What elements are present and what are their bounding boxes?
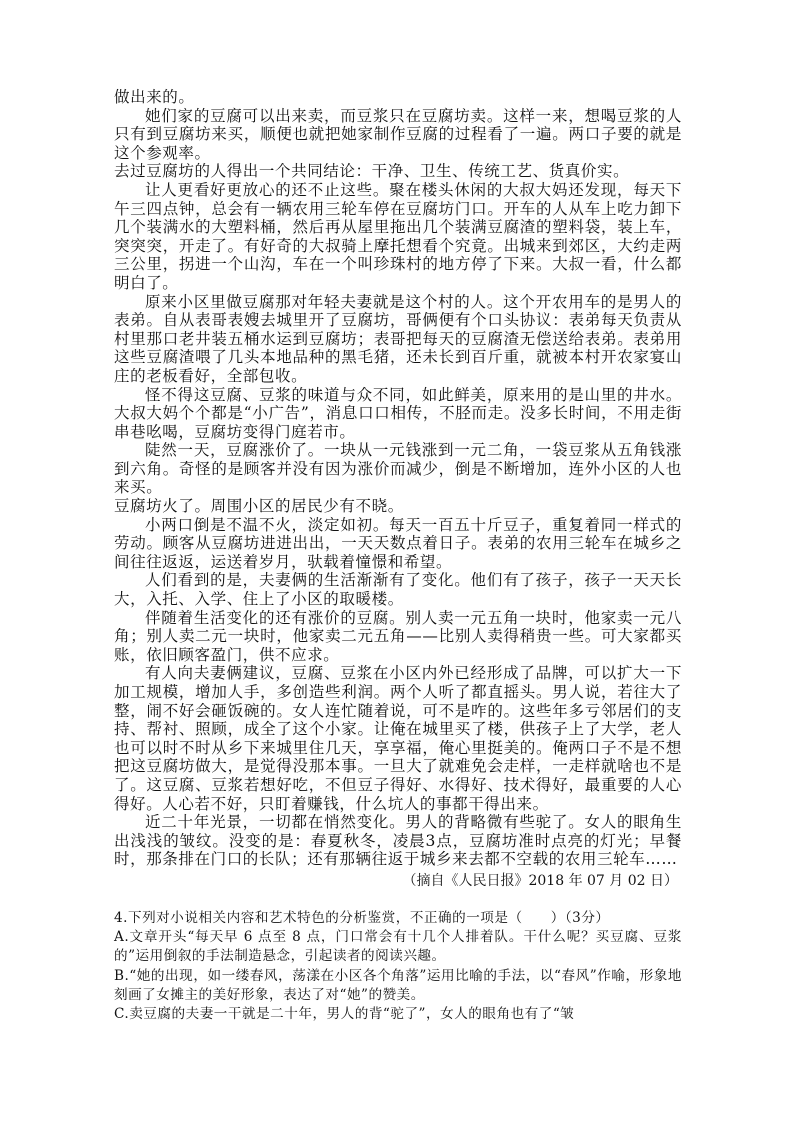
spacer — [114, 891, 682, 909]
paragraph: 伴随着生活变化的还有涨价的豆腐。别人卖一元五角一块时，他家卖一元八角；别人卖二元一块时，他家卖二元五角——比别人卖得稍贵一些。可大家都买账，依旧顾客盈门，供不应求。 — [114, 608, 682, 664]
paragraph: 做出来的。 — [114, 88, 195, 106]
paragraph: 她们家的豆腐可以出来卖，而豆浆只在豆腐坊卖。这样一来，想喝豆浆的人只有到豆腐坊来买，顺便也就把她家制作豆腐的过程看了一遍。两口子要的就是这个参观率。 — [114, 106, 682, 162]
option-a: A.文章开头“每天早 6 点至 8 点，门口常会有十几个人排着队。干什么呢？买豆腐、豆浆的”运用倒叙的手法制造悬念，引起读者的阅读兴趣。 — [114, 929, 682, 965]
paragraph: 小两口倒是不温不火，淡定如初。每天一百五十斤豆子，重复着同一样式的劳动。顾客从豆腐坊进进出出，一天天数点着日子。表弟的农用三轮车在城乡之间往往返返，运送着岁月，驮载着憧憬和希望。 — [114, 515, 682, 571]
option-c: C.卖豆腐的夫妻一干就是二十年，男人的背“驼了”，女人的眼角也有了“皱 — [114, 1005, 575, 1022]
document-page — [114, 88, 682, 1024]
story-text — [114, 88, 682, 869]
paragraph: 陡然一天，豆腐涨价了。一块从一元钱涨到一元二角，一袋豆浆从五角钱涨到六角。奇怪的是顾客并没有因为涨价而减少，倒是不断增加，连外小区的人也来买。 — [114, 441, 682, 497]
source-citation: （摘自《人民日报》2018 年 07 月 02 日） — [402, 872, 678, 889]
paragraph: 近二十年光景，一切都在悄然变化。男人的背略微有些驼了。女人的眼角生出浅浅的皱纹。没变的是：春夏秋冬，凌晨3点，豆腐坊准时点亮的灯光；早餐时，那条排在门口的长队；还有那辆往返于城乡来去都不空载的农用三轮车…… — [114, 813, 682, 869]
paragraph: 有人向夫妻俩建议，豆腐、豆浆在小区内外已经形成了品牌，可以扩大一下加工规模，增加人手，多创造些利润。两个人听了都直摇头。男人说，若往大了整，闹不好会砸饭碗的。女人连忙随着说，可不是咋的。这些年多亏邻居们的支持、帮衬、照顾，成全了这个小家。让俺在城里买了楼，供孩子上了大学，老人也可以时不时从乡下来城里住几天，享享福，俺心里挺美的。俺两口子不是不想把这豆腐坊做大，是觉得没那本事。一旦大了就难免会走样，一走样就啥也不是了。这豆腐、豆浆若想好吃，不但豆子得好、水得好、技术得好，最重要的人心得好。人心若不好，只盯着赚钱，什么坑人的事都干得出来。 — [114, 664, 682, 813]
question-block — [114, 909, 682, 1024]
option-b: B.“她的出现，如一缕春风，荡漾在小区各个角落”运用比喻的手法，以“春风”作喻，形象地刻画了女摊主的美好形象，表达了对“她”的赞美。 — [114, 967, 682, 1003]
question-stem: 4.下列对小说相关内容和艺术特色的分析鉴赏，不正确的一项是（ ）（3分） — [114, 909, 610, 926]
paragraph: 人们看到的是，夫妻俩的生活渐渐有了变化。他们有了孩子，孩子一天天长大，入托、入学、住上了小区的取暖楼。 — [114, 571, 682, 609]
paragraph: 去过豆腐坊的人得出一个共同结论：干净、卫生、传统工艺、货真价实。 — [114, 162, 630, 181]
paragraph: 怪不得这豆腐、豆浆的味道与众不同，如此鲜美，原来用的是山里的井水。大叔大妈个个都是“小广告”，消息口口相传，不胫而走。没多长时间，不用走街串巷吆喝，豆腐坊变得门庭若市。 — [114, 385, 682, 441]
paragraph: 让人更看好更放心的还不止这些。聚在楼头休闲的大叔大妈还发现，每天下午三四点钟，总会有一辆农用三轮车停在豆腐坊门口。开车的人从车上吃力卸下几个装满水的大塑料桶，然后再从屋里拖出几个装满豆腐渣的塑料袋，装上车，突突突，开走了。有好奇的大叔骑上摩托想看个究竟。出城来到郊区，大约走两三公里，拐进一个山沟，车在一个叫珍珠村的地方停了下来。大叔一看，什么都明白了。 — [114, 180, 682, 292]
paragraph: 豆腐坊火了。周围小区的居民少有不晓。 — [114, 497, 404, 516]
paragraph: 原来小区里做豆腐那对年轻夫妻就是这个村的人。这个开农用车的是男人的表弟。自从表哥表嫂去城里开了豆腐坊，哥俩便有个口头协议：表弟每天负责从村里那口老井装五桶水运到豆腐坊；表哥把每天的豆腐渣无偿送给表弟。表弟用这些豆腐渣喂了几头本地品种的黑毛猪，还未长到百斤重，就被本村开农家宴山庄的老板看好，全部包收。 — [114, 292, 682, 385]
